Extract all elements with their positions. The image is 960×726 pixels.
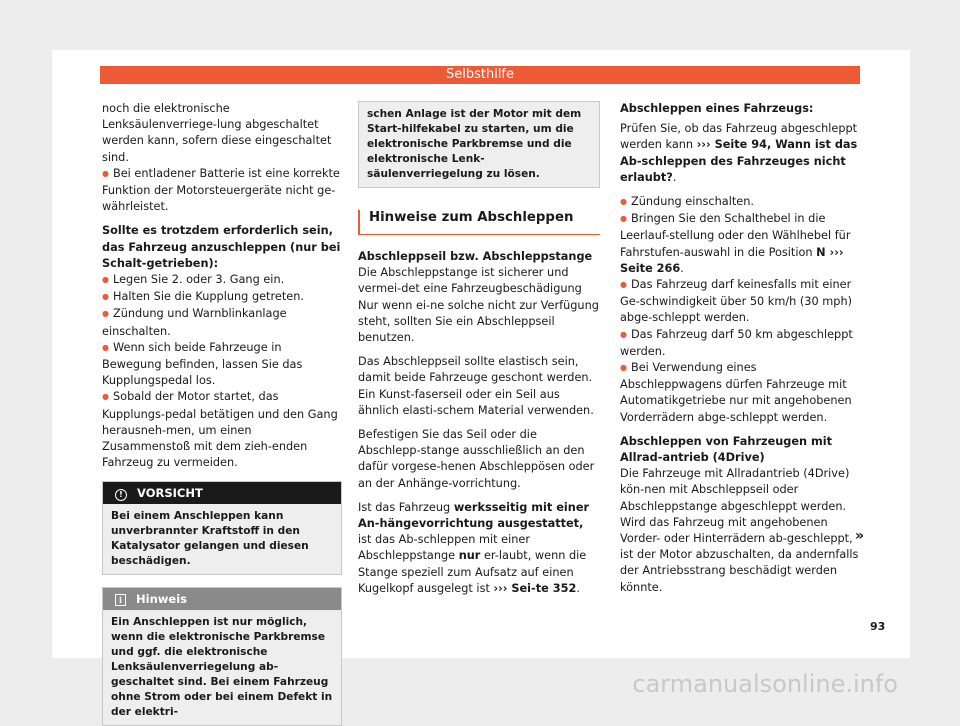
subheading: Sollte es trotzdem erforderlich sein, das Fahrzeug anzuschleppen (nur bei Schalt-getrieben): [102,224,341,270]
info-icon: i [115,594,126,606]
page-reference-link[interactable]: N ››› Seite 266 [620,245,844,275]
list-item: ● Bei entladener Batterie ist eine korrekte Funktion der Motorsteuergeräte nicht ge-währleistet. [102,166,342,216]
paragraph [620,121,860,186]
paragraph: Die Fahrzeuge mit Allradantrieb (4Drive) kön-nen mit Abschleppseil oder Abschleppstange abgeschleppt werden. Wird das Fahrzeug mit angehobenen Vorder- oder Hinterrädern ab-geschleppt, ist der Motor abzuschalten, da andernfalls der Antriebsstrang beschädigt werden könnte. [620,467,859,594]
section-title: Hinweise zum Abschleppen [358,210,600,235]
note-title: Hinweis [136,592,187,607]
column-1 [102,101,342,726]
column-3 [620,101,860,596]
text: ist das Ab-schleppen mit einer Abschleppstange [358,533,530,563]
page-reference-link[interactable]: ››› Sei-te 352 [493,581,577,595]
caution-title: VORSICHT [137,486,203,501]
paragraph: Die Abschleppstange ist sicherer und vermei-det eine Fahrzeugbeschädigung Nur wenn ei-ne solche nicht zur Verfügung steht, sollten Sie ein Abschleppseil benutzen. [358,266,599,345]
emphasis: nur [458,549,481,563]
list-item: ● Bei Verwendung eines Abschleppwagens dürfen Fahrzeuge mit Automatikgetriebe nur mit angehobenen Vorderrädern abge-schleppt werden. [620,360,860,426]
paragraph: noch die elektronische Lenksäulenverriege-lung abgeschaltet werden kann, sofern diese eingeschaltet sind. [102,102,332,164]
list-item: ● Halten Sie die Kupplung getreten. [102,289,342,306]
list-item: ● Zündung und Warnblinkanlage einschalten. [102,306,342,339]
column-2 [358,101,600,597]
page-header: Selbsthilfe [100,66,860,84]
list-item: ● Sobald der Motor startet, das Kupplungs-pedal betätigen und den Gang herausneh-men, um einen Zusammenstoß mit dem zieh-enden Fahrzeug zu vermeiden. [102,389,342,471]
list-item: ● Legen Sie 2. oder 3. Gang ein. [102,272,342,289]
paragraph: Das Abschleppseil sollte elastisch sein, damit beide Fahrzeuge geschont werden. Ein Kunst-faserseil oder ein Seil aus ähnlich elasti-schem Material verwenden. [358,355,594,417]
watermark: carmanualsonline.info [632,670,898,698]
caution-box [102,481,342,575]
text: . [576,581,580,595]
note-header [103,588,341,610]
note-text: Ein Anschleppen ist nur möglich, wenn die elektronische Parkbremse und ggf. die elektronische Lenksäulenverriegelung ab-geschaltet sind. Bei einem Fahrzeug ohne Strom oder bei einem Defekt in der elektri- [103,610,341,725]
subheading: Abschleppseil bzw. Abschleppstange [358,250,593,263]
text: . [672,170,677,184]
page-reference-link[interactable]: ››› Seite 94, Wann ist das Ab-schleppen des Fahrzeuges nicht erlaubt? [620,138,858,184]
note-box [102,587,342,726]
subheading: Abschleppen eines Fahrzeugs: [620,102,814,115]
list-item: ● Zündung einschalten. [620,194,860,211]
page-number: 93 [870,620,886,633]
paragraph: Befestigen Sie das Seil oder die Abschlepp-stange ausschließlich an den dafür vorgese-henen Abschleppösen oder an der Anhänge-vorrichtung. [358,428,595,490]
caution-header [103,482,341,504]
text: Prüfen Sie, ob das Fahrzeug abgeschleppt werden kann [620,122,858,152]
paragraph [358,500,600,597]
exclamation-circle-icon: ! [115,489,127,501]
list-item [620,211,860,277]
note-continuation: schen Anlage ist der Motor mit dem Start-hilfekabel zu starten, um die elektronische Parkbremse und die elektronische Lenk-säulenverriegelung zu lösen. [358,101,600,188]
emphasis: werksseitig mit einer An-hängevorrichtung ausgestattet, [358,500,590,531]
caution-text: Bei einem Anschleppen kann unverbrannter Kraftstoff in den Katalysator gelangen und diesen beschädigen. [103,504,341,574]
list-item: ● Das Fahrzeug darf keinesfalls mit einer Ge-schwindigkeit über 50 km/h (30 mph) abge-schleppt werden. [620,277,860,327]
text: . [680,261,684,275]
continue-arrow: » [855,528,865,544]
list-item: ● Das Fahrzeug darf 50 km abgeschleppt werden. [620,327,860,360]
text: Bringen Sie den Schalthebel in die Leerlauf-stellung oder den Wählhebel für Fahrstufen-auswahl in die Position [620,212,851,259]
text: er-laubt, wenn die Stange speziell zum Aufsatz auf einen Kugelkopf ausgelegt ist [358,549,587,595]
list-item: ● Wenn sich beide Fahrzeuge in Bewegung befinden, lassen Sie das Kupplungspedal los. [102,340,342,390]
subheading: Abschleppen von Fahrzeugen mit Allrad-antrieb (4Drive) [620,434,833,465]
text: Ist das Fahrzeug [358,500,454,514]
